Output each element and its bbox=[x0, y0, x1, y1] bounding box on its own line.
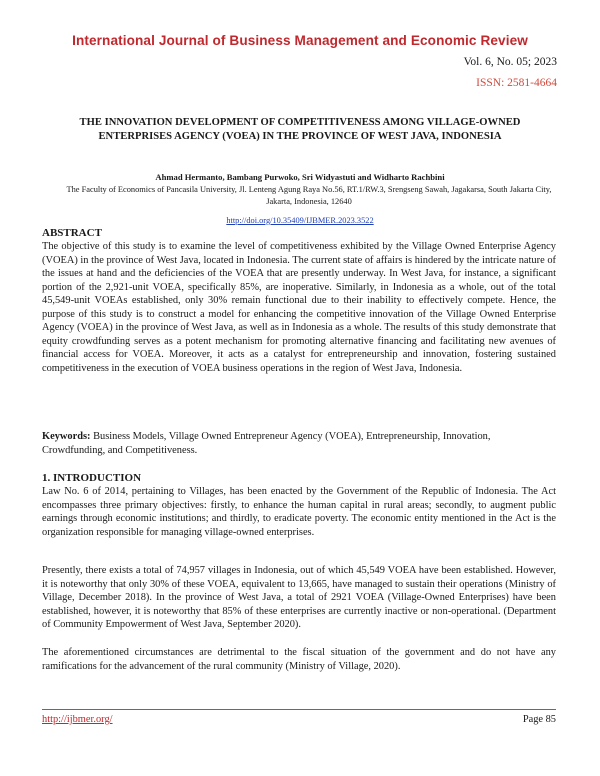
intro-paragraph-3: The aforementioned circumstances are detrimental to the fiscal situation of the government and do not have any ramifications for the advancement of the rural community (Ministry of Village, 2020). bbox=[42, 647, 556, 672]
keywords-text: Business Models, Village Owned Entrepreneur Agency (VOEA), Entrepreneurship, Innovation, Crowdfunding, and Competitiveness. bbox=[42, 431, 491, 456]
issn: ISSN: 2581-4664 bbox=[476, 77, 557, 89]
keywords bbox=[42, 430, 556, 457]
affiliation: The Faculty of Economics of Pancasila University, Jl. Lenteng Agung Raya No.56, RT.1/RW.3, Srengseng Sawah, Jagakarsa, South Jakarta City, Jakarta, Indonesia, 12640 bbox=[66, 185, 552, 206]
doi-link[interactable]: http://doi.org/10.35409/IJBMER.2023.3522 bbox=[226, 216, 374, 225]
keywords-label: Keywords: bbox=[42, 431, 91, 442]
paper-title: THE INNOVATION DEVELOPMENT OF COMPETITIVENESS AMONG VILLAGE-OWNED ENTERPRISES AGENCY (VOEA) IN THE PROVINCE OF WEST JAVA, INDONESIA bbox=[79, 117, 521, 142]
authors: Ahmad Hermanto, Bambang Purwoko, Sri Widyastuti and Widharto Rachbini bbox=[155, 172, 445, 182]
abstract-heading: ABSTRACT bbox=[42, 227, 102, 239]
volume-info: Vol. 6, No. 05; 2023 bbox=[463, 56, 557, 68]
intro-paragraph-2: Presently, there exists a total of 74,957 villages in Indonesia, out of which 45,549 VOEA have been established. However, it is noteworthy that only 30% of these VOEA, equivalent to 13,665, have managed to sustain their operations (Ministry of Village, December 2018). In the province of West Java, a total of 2921 VOEA (Village-Owned Enterprises) have been established, however, it is noteworthy that 85% of these enterprises are currently inactive or non-operational. (Department of Community Empowerment of West Java, September 2020). bbox=[42, 565, 556, 631]
page-number: Page 85 bbox=[522, 714, 556, 725]
footer-divider bbox=[42, 709, 556, 710]
intro-paragraph-1: Law No. 6 of 2014, pertaining to Villages, has been enacted by the Government of the Republic of Indonesia. The Act encompasses three primary objectives: firstly, to enhance the human capital in rural areas; secondly, to augment public earnings through economic institutions; and thirdly, to eradicate poverty. The economic entity mentioned in the Act is the organization responsible for managing village-owned enterprises. bbox=[42, 486, 556, 538]
footer-url-link[interactable]: http://ijbmer.org/ bbox=[42, 714, 113, 725]
abstract-text: The objective of this study is to examine the level of competitiveness exhibited by the Village Owned Enterprise Agency (VOEA) in the province of West Java, located in Indonesia. The current state of affairs is hindered by the intricate nature of the issues at hand and the deficiencies of the VOEA that are presently underway. In West Java, for instance, a significant portion of the 2,921-unit VOEA, specifically 85%, are inoperative. Similarly, in Indonesia as a whole, out of the total 45,549-unit VOEAs established, only 30% remain functional due to their inability to effectively compete. Hence, the purpose of this study is to construct a model for enhancing the competitive innovation of the Village Owned Enterprise Agency (VOEA) in the province of West Java, as well as in Indonesia as a whole. The results of this study demonstrate that equity crowdfunding serves as a potent mechanism for promoting alternative financing and facilitating new avenues of financial access for VOEA. Moreover, it acts as a catalyst for entrepreneurship and innovation, fostering sustained competitiveness in the execution of VOEA business operations in the region of West Java, Indonesia. bbox=[42, 241, 556, 374]
journal-title: International Journal of Business Management and Economic Review bbox=[72, 33, 528, 48]
introduction-heading: 1. INTRODUCTION bbox=[42, 472, 142, 484]
